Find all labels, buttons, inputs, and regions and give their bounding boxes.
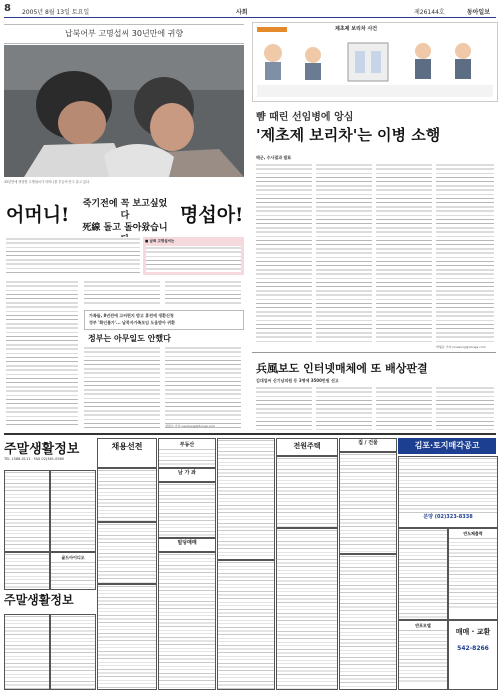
subhead-box [84, 310, 244, 330]
right-bottom-title: 매매 · 교환 [455, 628, 491, 636]
second-byline: 박형준 기자 lovesong@donga.com [436, 345, 486, 349]
ad-box [4, 614, 50, 690]
classifieds-title-2: 주말생활정보 [4, 593, 74, 607]
second-col-1 [256, 163, 312, 343]
ad-box [398, 456, 498, 528]
story-byline: 정원수 기자 needjung@donga.com [165, 424, 216, 428]
info-box-title: ■ 납북 고명섭씨는 [145, 239, 175, 243]
right-bottom-phone: 542-8266 [457, 645, 489, 652]
issue-number: 제26144호 [414, 9, 445, 16]
ad-box [217, 438, 275, 560]
ad-box [50, 470, 96, 552]
ad-box [97, 468, 157, 522]
story-photo [4, 45, 244, 177]
header-date: 2005년 8월 13일 토요일 [22, 9, 90, 16]
third-col-2 [316, 386, 372, 430]
ad-box [97, 584, 157, 690]
ad-box [398, 528, 448, 620]
story-col-1 [6, 280, 78, 428]
section-title: 사회 [236, 9, 248, 16]
ad-banner-recruit [97, 438, 157, 468]
tab-label: 전원주택 [293, 442, 321, 450]
third-col-1 [256, 386, 312, 430]
tab-label-box [339, 438, 397, 452]
ad-box [50, 614, 96, 690]
story-col-3b [165, 346, 241, 428]
page-number: 8 [4, 3, 11, 14]
quote-middle-line-2: 死線 돌고 돌아왔습니 [82, 223, 168, 233]
ad-box [158, 552, 216, 690]
classifieds-title: 주말생활정보 [4, 442, 80, 457]
right-phone: 분양 (02)323-8338 [423, 514, 473, 520]
ad-box [217, 560, 275, 690]
story-col-2a [84, 280, 160, 306]
third-col-3 [376, 386, 432, 430]
story-col-2b [84, 346, 160, 428]
second-kicker: 뺨 때린 선임병에 앙심 [256, 112, 354, 123]
ad-title: 골드아이디오 [61, 555, 85, 560]
photo-caption: 35년만에 귀향한 고명섭씨가 어머니를 부둥켜 안고 울고 있다. [4, 180, 91, 184]
second-col-4 [436, 163, 494, 343]
quote-right: 명섭아! [180, 204, 244, 226]
tab-label: 집 / 건물 [358, 440, 378, 446]
ad-banner-recruit-title: 채용선전 [111, 442, 143, 451]
classifieds-banner [4, 438, 94, 466]
ad-box [158, 438, 216, 468]
ad-title: 반도체출력 [463, 531, 483, 536]
second-subhead: 해군, 수사결과 발표 [256, 155, 292, 160]
ad-box [97, 522, 157, 584]
story-subhead: 정부는 아무일도 안했다 [88, 333, 171, 343]
story-col-3a [165, 280, 241, 306]
tab-label-box [158, 468, 216, 482]
ad-box [398, 620, 448, 690]
second-col-3 [376, 163, 432, 343]
right-banner-title: 김포·토지매각공고 [414, 441, 480, 450]
right-banner [398, 438, 496, 454]
quote-left: 어머니! [6, 204, 70, 226]
tab-label-box [276, 438, 338, 456]
subhead-box-line-2: 정부 '확인불가'... 납북자가족모임 도움받아 귀환 [89, 320, 175, 325]
third-headline: 兵風보도 인터넷매체에 또 배상판결 [256, 362, 428, 375]
ad-box [4, 552, 50, 590]
second-col-2 [316, 163, 372, 343]
story-kicker: 납북어부 고명섭씨 30년만에 귀향 [4, 24, 244, 44]
second-headline: '제초제 보리차'는 이병 소행 [256, 126, 441, 144]
ad-realestate-title: 부동산 [179, 442, 195, 448]
divider [252, 352, 496, 353]
third-subhead: 김대업씨 신기남의원 등 3명에 3500만원 선고 [256, 378, 339, 383]
story-lead [6, 237, 140, 275]
ad-title: 반포모델 [415, 623, 431, 628]
ad-box [276, 456, 338, 528]
ad-box [4, 470, 50, 552]
ad-box [276, 528, 338, 690]
masthead-logo: 동아일보 [466, 9, 490, 16]
info-box [143, 237, 244, 275]
third-col-4 [436, 386, 494, 430]
quote-middle-line-1: 죽기전에 꼭 보고싶었다 [82, 199, 168, 221]
ad-box [448, 528, 498, 620]
classifieds-divider [4, 433, 496, 435]
tab-label: 빌딩매매 [177, 540, 197, 546]
classifieds-phone: TEL 1588-0111 · FAX 02)361-0560 [4, 457, 65, 461]
graphic-title: 제초제 보리차 사건 [335, 26, 378, 32]
ad-box [339, 452, 397, 554]
ad-box [339, 554, 397, 690]
page-header [4, 3, 496, 18]
tab-label-box [158, 538, 216, 552]
ad-box [50, 552, 96, 590]
incident-graphic [252, 22, 498, 102]
tab-label: 남 가 좌 [178, 470, 196, 476]
info-box-text [146, 246, 241, 272]
ad-box [158, 482, 216, 538]
ad-box [448, 620, 498, 690]
classifieds-banner-2 [4, 591, 94, 611]
subhead-box-line-1: 가족들, 8년전에 고씨편지 받고 휴전에 생환신청 [89, 313, 174, 318]
